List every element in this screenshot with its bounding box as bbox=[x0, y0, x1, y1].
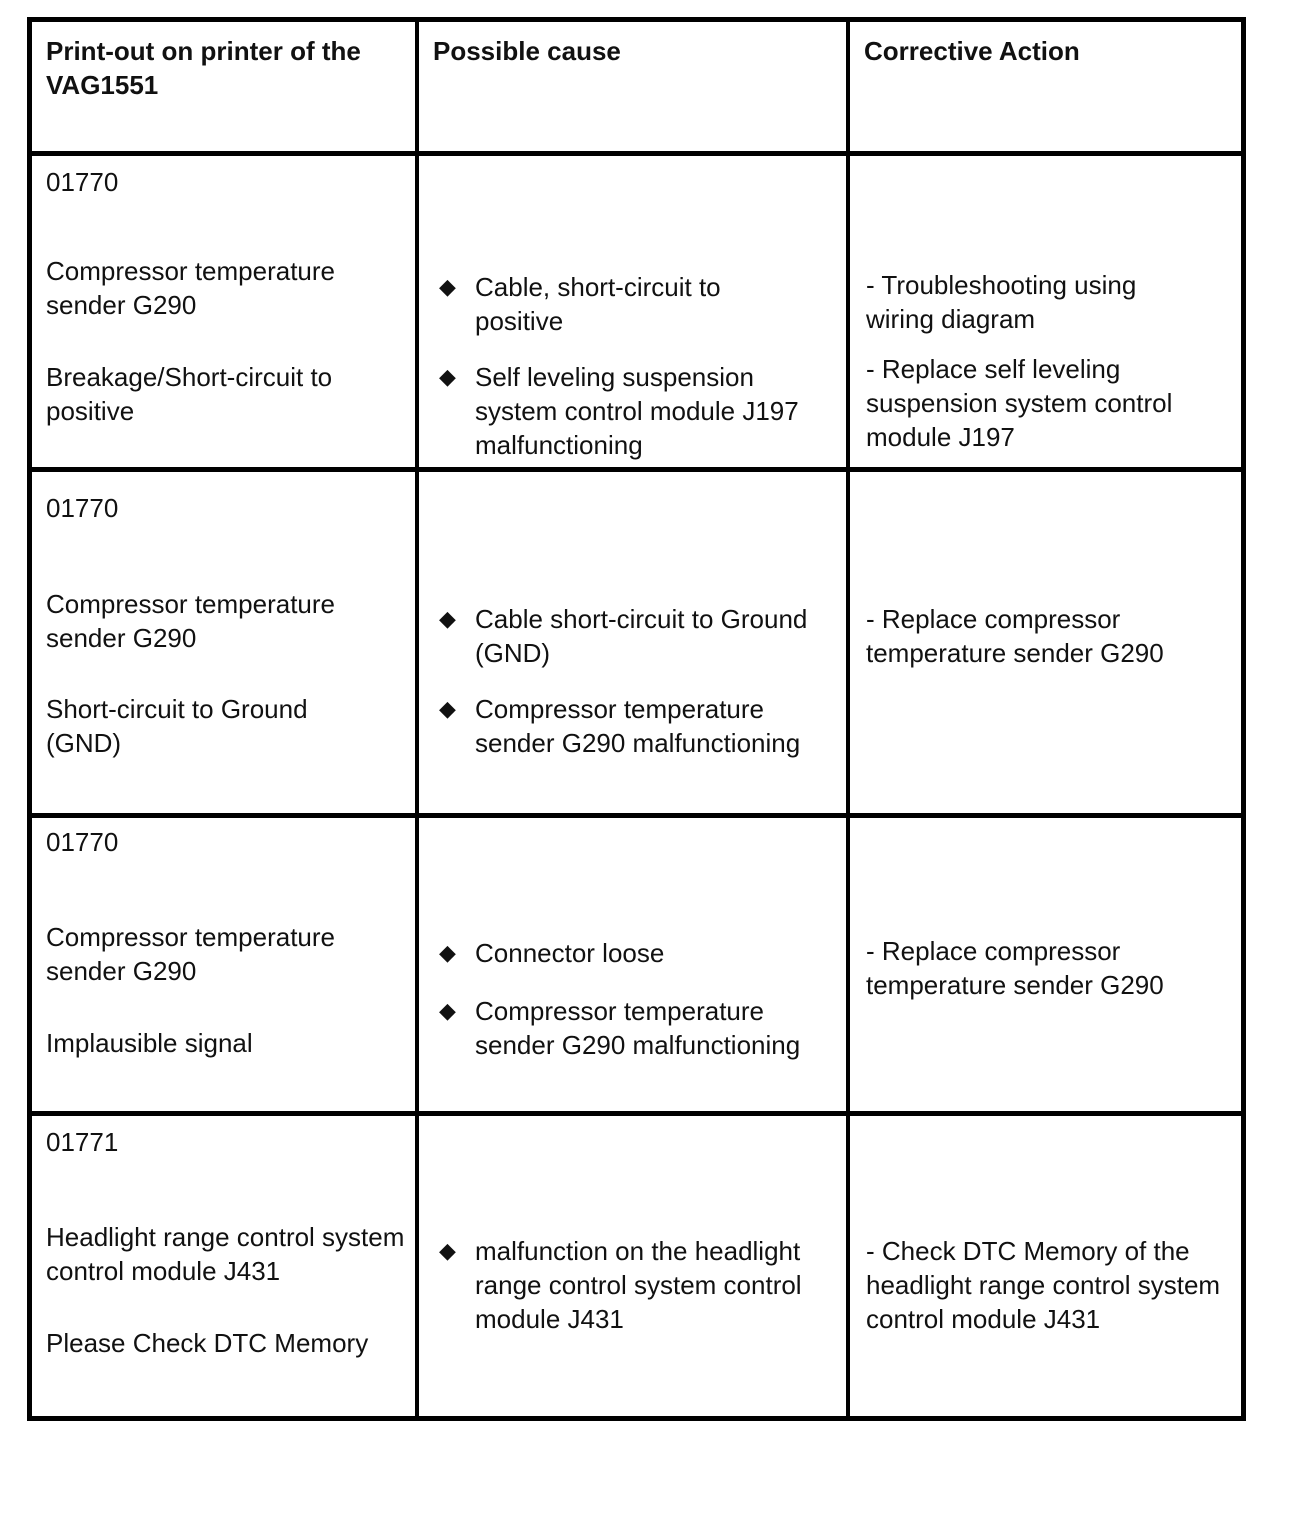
row4-code: 01771 bbox=[46, 1127, 119, 1157]
row3-action-1: - Replace compressor temperature sender G290 bbox=[866, 936, 1164, 1000]
header-printout: Print-out on printer of the VAG1551 bbox=[46, 36, 361, 100]
row3-cause-2 bbox=[439, 994, 839, 1062]
row3-cause-2-text: Compressor temperature sender G290 malfunctioning bbox=[475, 996, 801, 1060]
row1-action-cell bbox=[850, 156, 1241, 472]
row3-fault: Implausible signal bbox=[46, 1028, 253, 1058]
row1-cause-2 bbox=[439, 360, 819, 462]
diamond-bullet-icon: ◆ bbox=[439, 1238, 456, 1263]
header-printout-cell bbox=[32, 22, 419, 156]
row4-action-cell bbox=[850, 1116, 1241, 1416]
row1-fault: Breakage/Short-circuit to positive bbox=[46, 362, 333, 426]
row2-cause-2-text: Compressor temperature sender G290 malfunctioning bbox=[475, 694, 801, 758]
row4-action-1: - Check DTC Memory of the headlight range control system control module J431 bbox=[866, 1236, 1221, 1334]
row2-component: Compressor temperature sender G290 bbox=[46, 589, 335, 653]
row1-cause-1 bbox=[439, 270, 769, 338]
row4-component: Headlight range control system control module J431 bbox=[46, 1222, 405, 1286]
row1-cause-2-text: Self leveling suspension system control module J197 malfunctioning bbox=[475, 362, 799, 460]
row1-code: 01770 bbox=[46, 167, 119, 197]
row2-cause-2 bbox=[439, 692, 839, 760]
dtc-table bbox=[27, 17, 1246, 1421]
row3-code: 01770 bbox=[46, 827, 119, 857]
row1-printout-cell bbox=[32, 156, 419, 472]
diamond-bullet-icon: ◆ bbox=[439, 606, 456, 631]
header-cause: Possible cause bbox=[433, 36, 621, 66]
header-action-cell bbox=[850, 22, 1241, 156]
row2-printout-cell bbox=[32, 472, 419, 818]
row3-component: Compressor temperature sender G290 bbox=[46, 922, 335, 986]
diamond-bullet-icon: ◆ bbox=[439, 696, 456, 721]
row2-action-cell bbox=[850, 472, 1241, 818]
row2-cause-cell bbox=[419, 472, 850, 818]
diamond-bullet-icon: ◆ bbox=[439, 940, 456, 965]
row1-action-1: - Troubleshooting using wiring diagram bbox=[866, 270, 1137, 334]
row4-cause-1 bbox=[439, 1234, 839, 1336]
row3-printout-cell bbox=[32, 818, 419, 1116]
diamond-bullet-icon: ◆ bbox=[439, 364, 456, 389]
row4-cause-cell bbox=[419, 1116, 850, 1416]
row3-cause-1 bbox=[439, 936, 839, 970]
row3-cause-cell bbox=[419, 818, 850, 1116]
row4-cause-1-text: malfunction on the headlight range control system control module J431 bbox=[475, 1236, 802, 1334]
row1-cause-1-text: Cable, short-circuit to positive bbox=[475, 272, 721, 336]
header-cause-cell bbox=[419, 22, 850, 156]
row4-fault: Please Check DTC Memory bbox=[46, 1328, 369, 1358]
row1-action-2: - Replace self leveling suspension system control module J197 bbox=[866, 354, 1173, 452]
row2-fault: Short-circuit to Ground (GND) bbox=[46, 694, 308, 758]
row2-cause-1 bbox=[439, 602, 839, 670]
row3-cause-1-text: Connector loose bbox=[475, 938, 665, 968]
row4-printout-cell bbox=[32, 1116, 419, 1416]
diamond-bullet-icon: ◆ bbox=[439, 274, 456, 299]
row3-action-cell bbox=[850, 818, 1241, 1116]
header-action: Corrective Action bbox=[864, 36, 1080, 66]
row1-component: Compressor temperature sender G290 bbox=[46, 256, 335, 320]
row2-code: 01770 bbox=[46, 493, 119, 523]
row1-cause-cell bbox=[419, 156, 850, 472]
diamond-bullet-icon: ◆ bbox=[439, 998, 456, 1023]
row2-cause-1-text: Cable short-circuit to Ground (GND) bbox=[475, 604, 808, 668]
row2-action-1: - Replace compressor temperature sender G290 bbox=[866, 604, 1164, 668]
